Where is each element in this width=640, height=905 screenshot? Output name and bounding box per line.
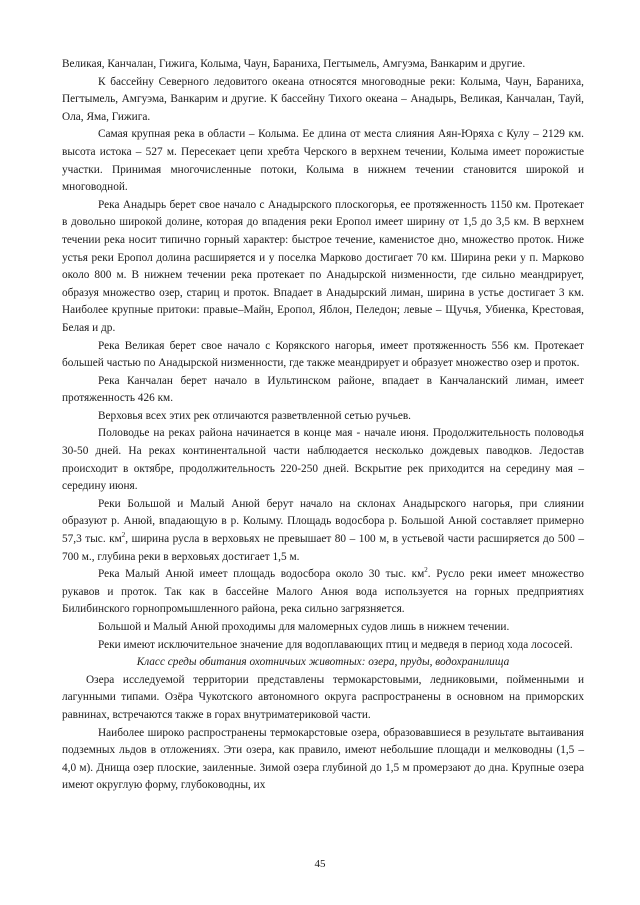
paragraph-small-anyui-text-b: . Русло реки имеет множество рукавов и проток. Так как в бассейне Малого Анюя вода используется на горных предприятиях Билибинского горнопромышленного района, река сильно загрязняется. [62,568,584,616]
paragraph-kolyma: Самая крупная река в области – Колыма. Ее длина от места слияния Аян-Юряха с Кулу – 2129 км. высота истока – 527 м. Пересекает цепи хребта Черского в верхнем течении, Колыма имеет порожистые участки. Принимая многочисленные потоки, Колыма в нижнем течении становится широкой и многоводной. [62,128,584,194]
paragraph-anadyr: Река Анадырь берет свое начало с Анадырского плоскогорья, ее протяженность 1150 км. Протекает в довольно широкой долине, которая до впадения реки Еропол имеет ширину от 1,5 до 3,5 км. В верхнем течении река носит типично горный характер: быстрое течение, каменистое дно, множество проток. Ниже устья реки Еропол долина расширяется и у поселка Марково достигает 70 км. Ширина реки у п. Марково около 800 м. В нижнем течении река протекает по Анадырской низменности, где сильно меандрирует, образуя множество озер, стариц и проток. Впадает в Анадырский лиман, ширина в устье достигает 3 км. Наиболее крупные притоки: правые–Майн, Еропол, Яблон, Пеледон; левые – Щучья, Убиенка, Крестовая, Белая и др. [62,198,584,334]
superscript-two: 2 [121,531,126,540]
section-heading: Класс среды обитания охотничьих животных: озера, пруды, водохранилища [136,656,510,669]
paragraph-small-anyui-text-a: Река Малый Анюй имеет площадь водосбора около 30 тыс. км [98,568,425,581]
paragraph-anyui-text-a: Реки Большой и Малый Анюй берут начало на склонах Анадырского нагорья, при слиянии образуют р. Анюй, впадающую в р. Колыму. Площадь водосбора р. Большой Анюй составляет примерно 57,3 тыс. км [62,497,584,546]
paragraph-lakes-types: Озера исследуемой территории представлены термокарстовыми, ледниковыми, пойменными и лагунными типами. Озёра Чукотского автономного округа распространены в основном на приморских равнинах, встречаются также в горах внутриматериковой части. [62,673,584,721]
paragraph-anyui-text-b: , ширина русла в верховьях не превышает 80 – 100 м, в устьевой части расширяется до 500 –700 м., глубина реки в верховьях достигает 1,5 м. [62,533,584,563]
paragraph-birds: Реки имеют исключительное значение для водоплавающих птиц и медведя в период хода лососей. [98,638,573,651]
page-number: 45 [314,858,326,870]
paragraph-navigation: Большой и Малый Анюй проходимы для маломерных судов лишь в нижнем течении. [98,621,510,633]
paragraph-ocean-basins: К бассейну Северного ледовитого океана относятся многоводные реки: Колыма, Чаун, Бараниха, Пегтымель, Амгуэма, Ванкарим и другие. К бассейну Тихого океана – Анадырь, Великая, Канчалан, Тауй, Ола, Яма, Гижига. [62,75,584,123]
superscript-two: 2 [424,566,428,575]
paragraph-thermokarst: Наиболее широко распространены термокарстовые озера, образовавшиеся в результате вытаивания подземных льдов в отложениях. Эти озера, как правило, имеют небольшие площади и мелководны (1,5 – 4,0 м). Днища озер плоские, заиленные. Зимой озера глубиной до 1,5 м промерзают до дна. Крупные озера имеют округлую форму, глубоководны, их [62,726,584,792]
paragraph-anyui [62,496,584,566]
paragraph-velikaya: Река Великая берет свое начало с Корякского нагорья, имеет протяженность 556 км. Протекает большей частью по Анадырской низменности, где также меандрирует и образует множество озер и проток. [62,339,584,370]
paragraph-kanchalan: Река Канчалан берет начало в Иультинском районе, впадает в Канчаланский лиман, имеет протяженность 426 км. [62,374,584,405]
document-body [62,56,584,795]
paragraph-flood: Половодье на реках района начинается в конце мая - начале июня. Продолжительность половодья 30-50 дней. На реках континентальной части наблюдается несколько дождевых паводков. Ледостав происходит в октябре, продолжительность 220-250 дней. Вскрытие рек приходится на середину мая – середину июня. [62,427,584,493]
paragraph-small-anyui [62,566,584,619]
paragraph-rivers-list-end: Великая, Канчалан, Гижига, Колыма, Чаун, Бараниха, Пегтымель, Амгуэма, Ванкарим и другие. [62,58,526,70]
paragraph-headwaters: Верховья всех этих рек отличаются разветвленной сетью ручьев. [98,409,412,422]
